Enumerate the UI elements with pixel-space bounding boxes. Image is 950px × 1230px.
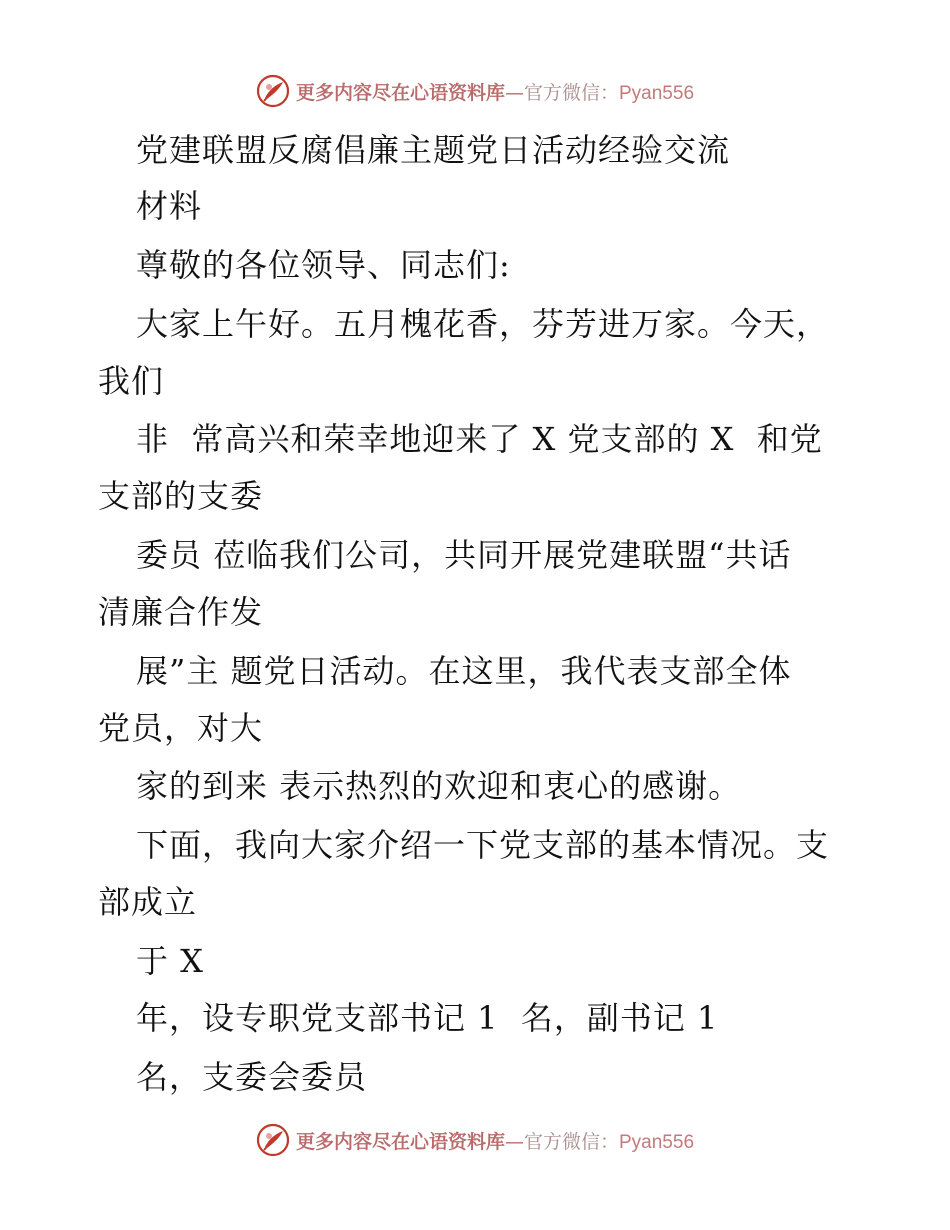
wechat-id: Pyan556: [619, 82, 695, 104]
quill-logo-icon: [256, 1123, 290, 1157]
text-line: 下面，我向大家介绍一下党支部的基本情况。支: [136, 826, 830, 864]
text-line: 尊敬的各位领导、同志们:: [136, 246, 511, 284]
text-line: 清廉合作发: [98, 593, 264, 631]
text-line: 我们: [98, 362, 165, 400]
official-label: 官方微信：: [523, 81, 619, 104]
text-line: 年，设专职党支部书记 1 名，副书记 1: [136, 999, 719, 1037]
text-line: 材料: [136, 187, 203, 225]
banner-dash: —: [504, 81, 524, 104]
wechat-id: Pyan556: [619, 1131, 695, 1153]
banner-text: [296, 78, 694, 105]
quill-logo-icon: [256, 74, 290, 108]
official-label: 官方微信：: [523, 1130, 619, 1153]
site-name: 更多内容尽在心语资料库: [295, 1130, 505, 1153]
text-line: 大家上午好。五月槐花香，芬芳进万家。今天，: [136, 305, 830, 343]
text-line: 部成立: [98, 883, 198, 921]
text-line: 展”主 题党日活动。在这里，我代表支部全体: [136, 652, 792, 690]
text-line: 家的到来 表示热烈的欢迎和衷心的感谢。: [136, 767, 742, 805]
text-line: 委员 莅临我们公司，共同开展党建联盟“共话: [136, 536, 792, 574]
footer-banner: [0, 1120, 950, 1160]
banner-dash: —: [504, 1130, 524, 1153]
text-line: 于 X: [136, 942, 204, 980]
text-line: 名，支委会委员: [136, 1058, 368, 1096]
banner-text: [296, 1127, 694, 1154]
text-line: 党员，对大: [98, 709, 264, 747]
text-line: 非 常高兴和荣幸地迎来了 X 党支部的 X 和党: [136, 420, 823, 458]
text-line: 党建联盟反腐倡廉主题党日活动经验交流: [136, 131, 731, 169]
text-line: 支部的支委: [98, 477, 264, 515]
site-name: 更多内容尽在心语资料库: [295, 81, 505, 104]
header-banner: [0, 71, 950, 111]
